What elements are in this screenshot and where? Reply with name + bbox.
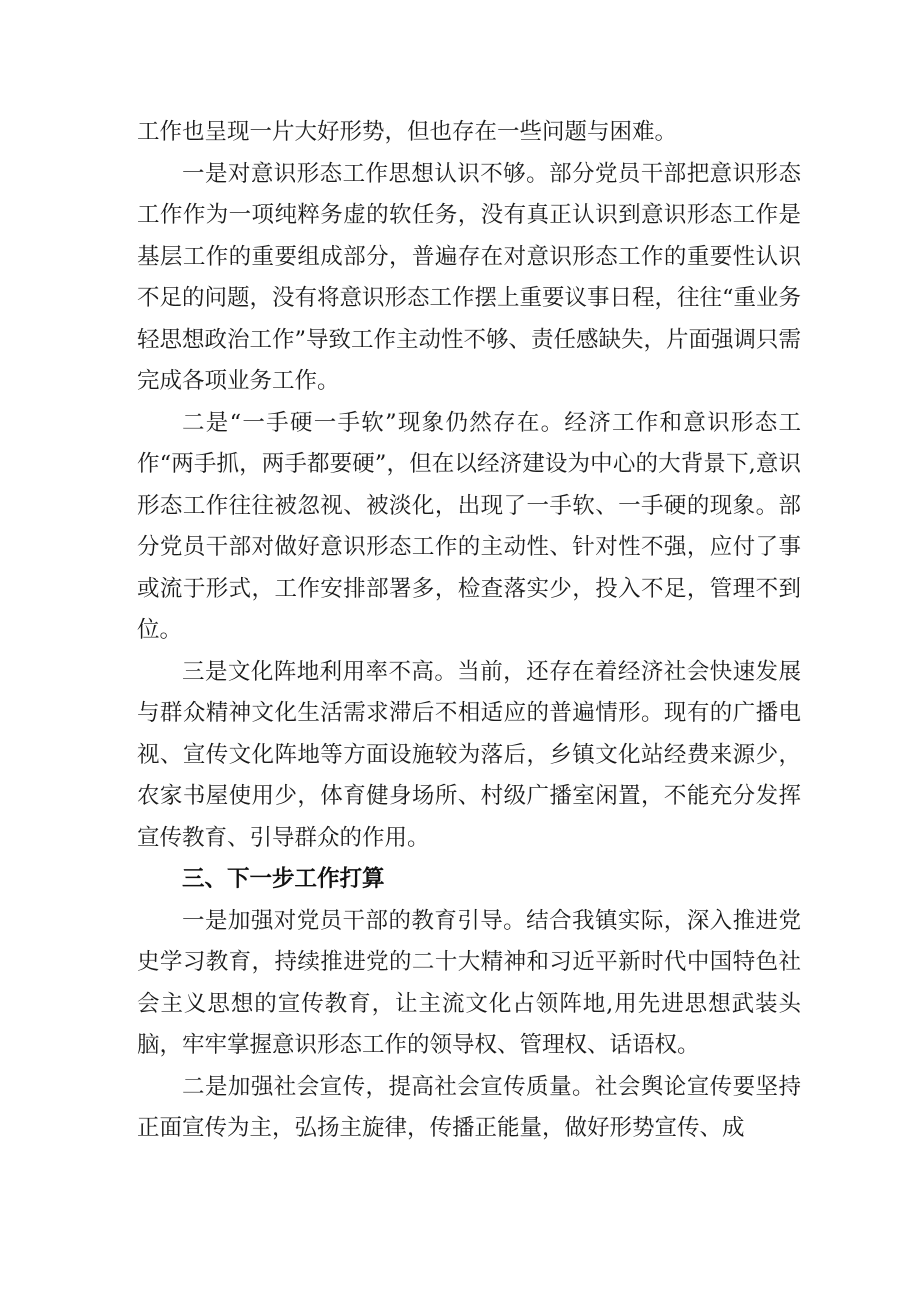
paragraph-one-hand-soft: 二是“一手硬一手软”现象仍然存在。经济工作和意识形态工作“两手抓，两手都要硬”，但在以经济建设为中心的大背景下,意识形态工作往往被忽视、被淡化，出现了一手软、一手硬的现象。部分党员干部对做好意识形态工作的主动性、针对性不强，应付了事或流于形式，工作安排部署多，检查落实少，投入不足，管理不到位。 [137, 409, 801, 643]
paragraph-social-publicity: 二是加强社会宣传，提高社会宣传质量。社会舆论宣传要坚持正面宣传为主，弘扬主旋律，传播正能量，做好形势宣传、成 [137, 1073, 801, 1141]
paragraph-cultural-positions: 三是文化阵地利用率不高。当前，还存在着经济社会快速发展与群众精神文化生活需求滞后不相适应的普遍情形。现有的广播电视、宣传文化阵地等方面设施较为落后，乡镇文化站经费来源少，农家书屋使用少，体育健身场所、村级广播室闲置，不能充分发挥宣传教育、引导群众的作用。 [137, 658, 801, 851]
paragraph-cadre-education: 一是加强对党员干部的教育引导。结合我镇实际，深入推进党史学习教育，持续推进党的二十大精神和习近平新时代中国特色社会主义思想的宣传教育，让主流文化占领阵地,用先进思想武装头脑，牢牢掌握意识形态工作的领导权、管理权、话语权。 [137, 907, 801, 1058]
paragraph-continuation: 工作也呈现一片大好形势，但也存在一些问题与困难。 [137, 119, 678, 145]
section-heading-next-steps: 三、下一步工作打算 [182, 866, 385, 892]
paragraph-ideology-awareness: 一是对意识形态工作思想认识不够。部分党员干部把意识形态工作作为一项纯粹务虚的软任务，没有真正认识到意识形态工作是基层工作的重要组成部分，普遍存在对意识形态工作的重要性认识不足的问题，没有将意识形态工作摆上重要议事日程，往往“重业务轻思想政治工作”导致工作主动性不够、责任感缺失，片面强调只需完成各项业务工作。 [137, 160, 802, 394]
document-body [137, 112, 801, 1150]
